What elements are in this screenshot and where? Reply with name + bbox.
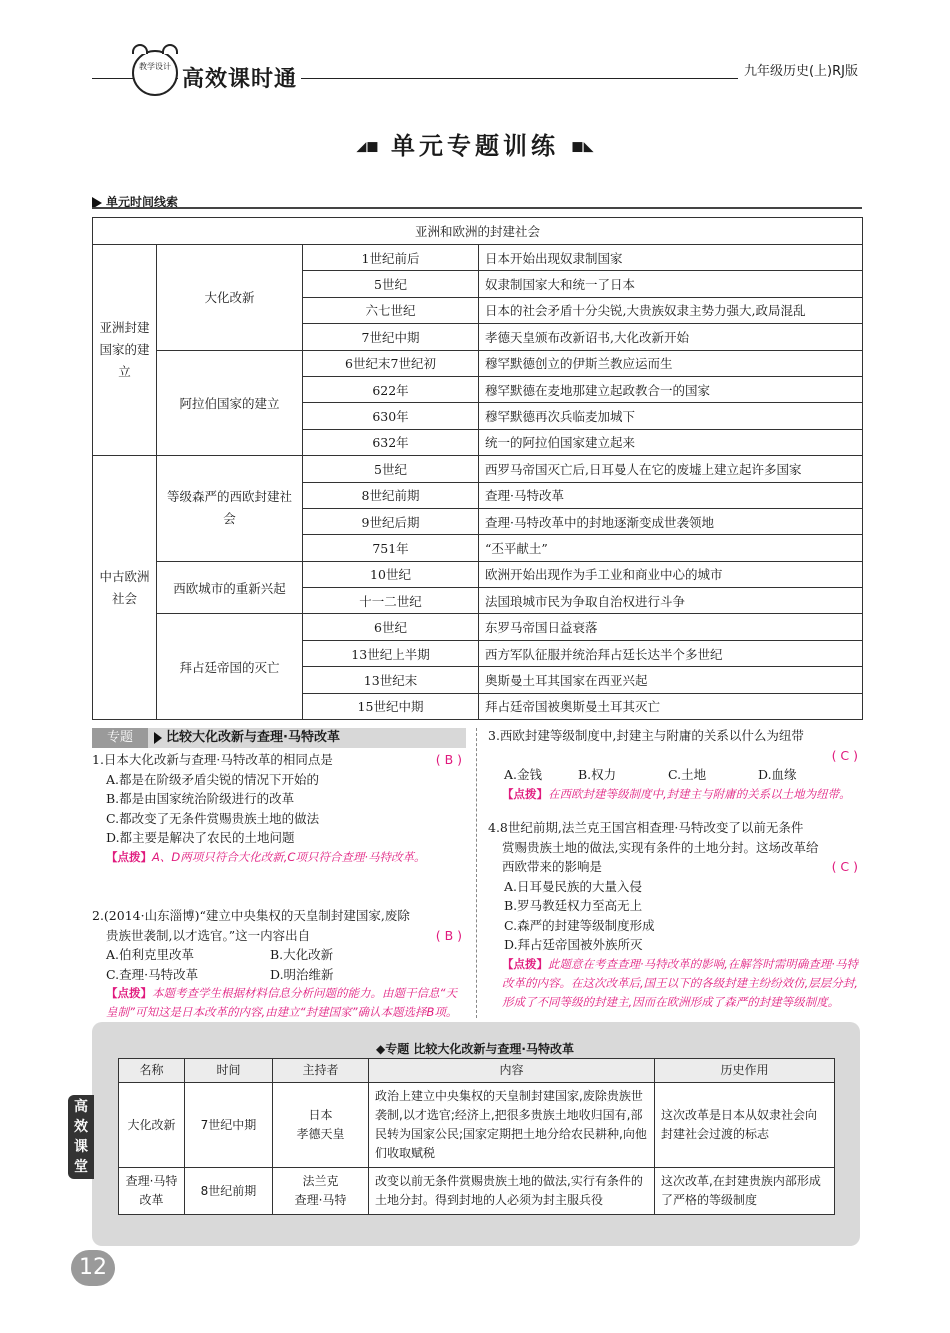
question-3 [488,726,862,804]
event-cell: 西方军队征服并统治拜占廷长达半个多世纪 [479,640,863,666]
hint: 【点拨】本题考查学生根据材料信息分析问题的能力。由题干信息“天皇制”可知这是日本改革的内容,由建立“封建国家”确认本题选择B项。 [106,986,458,1019]
table-row [93,456,863,482]
brand-logo-text: 高效课时通 [178,62,301,93]
time-cell: 751年 [303,535,479,561]
column-header: 时间 [185,1059,273,1083]
question-1 [92,750,466,867]
left-decoration-icon: ◢■ [356,139,379,155]
event-cell: 查理·马特改革中的封地逐渐变成世袭领地 [479,508,863,534]
hint: 【点拨】A、D两项只符合大化改新,C项只符合查理·马特改革。 [106,849,426,864]
option: B.罗马教廷权力至高无上 [504,898,643,913]
event-cell: 东罗马帝国日益衰落 [479,614,863,640]
content-cell: 改变以前无条件赏赐贵族土地的做法,实行有条件的土地分封。得到封地的人必须为封主服兵役 [369,1168,655,1215]
group-label: 中古欧洲社会 [93,456,157,720]
content-cell: 政治上建立中央集权的天皇制封建国家,废除贵族世袭制,以才选官;经济上,把很多贵族土地收归国有,部民转为国家公民;国家定期把土地分给农民耕种,向他们收取赋税 [369,1083,655,1168]
option: D.拜占廷帝国被外族所灭 [504,937,643,952]
section-label: 单元时间线索 [92,193,232,210]
event-cell: 穆罕默德创立的伊斯兰教应运而生 [479,350,863,376]
answer-mark: ( B ) [435,752,462,767]
option: B.权力 [578,767,617,782]
question-stem: 赏赐贵族土地的做法,实现有条件的土地分封。这场改革给 [502,839,819,855]
event-cell: 查理·马特改革 [479,482,863,508]
question-stem: 1.日本大化改新与查理·马特改革的相同点是 [92,752,333,767]
question-stem: 西欧带来的影响是 [502,859,603,874]
page-title: ◢■ 单元专题训练 ■◣ [356,132,594,160]
table-header-row [119,1059,835,1083]
hint: 【点拨】此题意在考查查理·马特改革的影响,在解答时需明确查理·马特改革的内容。在这次改革后,国王以下的各级封建主纷纷效仿,层层分封,形成了不同等级的封建主,因而在欧洲形成了森严的封建等级制度。 [502,956,858,1009]
effect-cell: 这次改革是日本从奴隶社会向封建社会过渡的标志 [655,1083,835,1168]
table-row [93,614,863,640]
time-cell: 5世纪 [303,271,479,297]
subgroup-label: 西欧城市的重新兴起 [157,561,303,614]
subgroup-label: 大化改新 [157,245,303,351]
option: D.血缘 [758,767,797,782]
table-row [119,1083,835,1168]
event-cell: 穆罕默德再次兵临麦加城下 [479,403,863,429]
event-cell: 西罗马帝国灭亡后,日耳曼人在它的废墟上建立起许多国家 [479,456,863,482]
column-divider [476,728,477,1018]
subgroup-label: 拜占廷帝国的灭亡 [157,614,303,720]
host-cell: 法兰克 查理·马特 [273,1168,369,1215]
table-row [93,218,863,245]
option: D.都主要是解决了农民的土地问题 [106,830,295,845]
question-stem: 2.(2014·山东淄博)“建立中央集权的天皇制封建国家,废除 [92,908,410,923]
topic-heading [92,728,466,748]
time-cell: 6世纪末7世纪初 [303,350,479,376]
column-header: 历史作用 [655,1059,835,1083]
subgroup-label: 阿拉伯国家的建立 [157,350,303,456]
topic-title: 比较大化改新与查理·马特改革 [166,730,340,745]
time-cell: 8世纪前期 [185,1168,273,1215]
section-divider [92,207,862,209]
logo-clock-text: 教学设计 [139,62,171,71]
event-cell: 日本开始出现奴隶制国家 [479,245,863,271]
alarm-clock-icon [132,50,178,96]
option: A.金钱 [504,767,543,782]
time-cell: 7世纪中期 [303,324,479,350]
time-cell: 5世纪 [303,456,479,482]
option: C.都改变了无条件赏赐贵族土地的做法 [106,810,320,826]
time-cell: 9世纪后期 [303,508,479,534]
answer-mark: ( C ) [831,747,858,763]
option: B.大化改新 [270,947,334,962]
answer-mark: ( C ) [831,859,858,874]
subgroup-label: 等级森严的西欧封建社会 [157,456,303,562]
option: B.都是由国家统治阶级进行的改革 [106,791,295,806]
summary-table [118,1058,835,1215]
page-number: 12 [71,1250,115,1286]
time-cell: 13世纪上半期 [303,640,479,666]
question-4 [488,818,862,1012]
option: A.日耳曼民族的大量入侵 [504,878,643,894]
event-cell: 穆罕默德在麦地那建立起政教合一的国家 [479,376,863,402]
question-stem: 贵族世袭制,以才选官。”这一内容出自 [106,927,311,943]
table-row [119,1168,835,1215]
time-cell: 10世纪 [303,561,479,587]
time-cell: 632年 [303,429,479,455]
question-2 [92,906,466,1022]
triangle-icon [154,732,162,744]
time-cell: 1世纪前后 [303,245,479,271]
edition-label: 九年级历史(上)RJ版 [738,60,858,79]
time-cell: 六七世纪 [303,297,479,323]
event-cell: 拜占廷帝国被奥斯曼土耳其灭亡 [479,693,863,719]
option: C.森严的封建等级制度形成 [504,917,655,933]
column-header: 名称 [119,1059,185,1083]
time-cell: 6世纪 [303,614,479,640]
column-header: 主持者 [273,1059,369,1083]
question-stem: 3.西欧封建等级制度中,封建主与附庸的关系以什么为纽带 [488,728,804,743]
question-stem: 4.8世纪前期,法兰克王国宫相查理·马特改变了以前无条件 [488,820,804,835]
table-row [93,561,863,587]
option: D.明治维新 [270,966,334,982]
timeline-table [92,217,863,720]
table-row [93,350,863,376]
event-cell: 统一的阿拉伯国家建立起来 [479,429,863,455]
option: A.伯利克里改革 [106,947,195,962]
option: C.土地 [668,767,707,782]
time-cell: 13世纪末 [303,667,479,693]
event-cell: 日本的社会矛盾十分尖锐,大贵族奴隶主势力强大,政局混乱 [479,297,863,323]
side-tab: 高效课堂 [68,1095,94,1179]
host-cell: 日本 孝德天皇 [273,1083,369,1168]
event-cell: 孝德天皇颁布改新诏书,大化改新开始 [479,324,863,350]
name-cell: 大化改新 [119,1083,185,1168]
option: C.查理·马特改革 [106,966,199,982]
option: A.都是在阶级矛盾尖锐的情况下开始的 [106,771,320,787]
name-cell: 查理·马特改革 [119,1168,185,1215]
time-cell: 622年 [303,376,479,402]
group-label: 亚洲封建国家的建立 [93,245,157,456]
event-cell: “丕平献土” [479,535,863,561]
time-cell: 8世纪前期 [303,482,479,508]
time-cell: 7世纪中期 [185,1083,273,1168]
column-header: 内容 [369,1059,655,1083]
time-cell: 十一二世纪 [303,588,479,614]
hint: 【点拨】在西欧封建等级制度中,封建主与附庸的关系以土地为纽带。 [502,786,851,801]
table-row [93,245,863,271]
right-decoration-icon: ■◣ [571,139,594,155]
time-cell: 15世纪中期 [303,693,479,719]
topic-tag: 专题 [92,728,148,748]
event-cell: 欧洲开始出现作为手工业和商业中心的城市 [479,561,863,587]
event-cell: 奥斯曼土耳其国家在西亚兴起 [479,667,863,693]
answer-mark: ( B ) [435,927,462,943]
event-cell: 奴隶制国家大和统一了日本 [479,271,863,297]
summary-title: ◆专题 比较大化改新与查理·马特改革 [376,1042,574,1056]
table-title: 亚洲和欧洲的封建社会 [93,218,863,245]
event-cell: 法国琅城市民为争取自治权进行斗争 [479,588,863,614]
time-cell: 630年 [303,403,479,429]
effect-cell: 这次改革,在封建贵族内部形成了严格的等级制度 [655,1168,835,1215]
